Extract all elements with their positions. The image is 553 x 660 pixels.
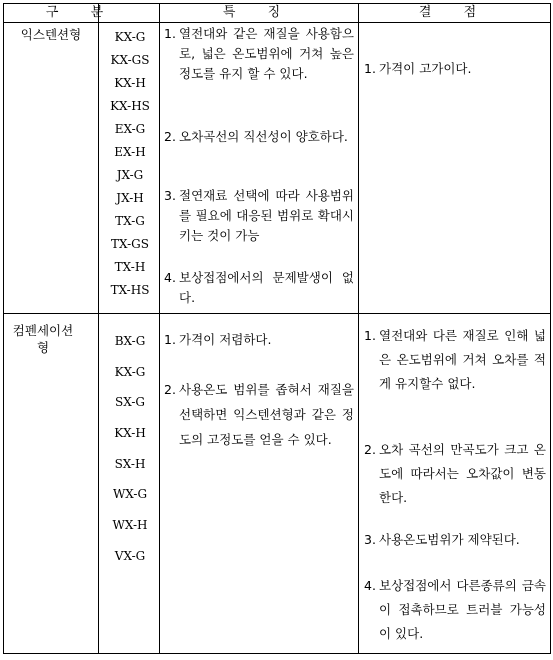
feature-item (164, 268, 354, 308)
code-item: BX-G (114, 334, 146, 348)
feature-number: 1. (164, 332, 176, 347)
drawback-number: 1. (364, 328, 376, 343)
code-item: TX-G (115, 214, 145, 228)
drawback-text: 가격이 고가이다. (379, 61, 472, 76)
code-list-extension (104, 30, 156, 310)
col-divider-3 (358, 4, 359, 653)
code-item: SX-G (115, 395, 145, 409)
header-divider (4, 22, 550, 23)
feature-number: 1. (164, 26, 176, 41)
category-extension: 익스텐션형 (20, 27, 82, 42)
code-item: KX-GS (110, 53, 150, 67)
drawback-number: 1. (364, 61, 376, 76)
drawback-item (364, 59, 546, 79)
feature-number: 2. (164, 382, 176, 397)
code-item: KX-H (114, 76, 146, 90)
drawback-item (364, 574, 546, 646)
code-item: JX-H (116, 191, 144, 205)
spec-table (3, 3, 551, 654)
code-item: WX-G (112, 487, 148, 501)
feature-item (164, 186, 354, 246)
feature-text: 절연재료 선택에 따라 사용범위를 필요에 대응된 범위로 확대시키는 것이 가능 (179, 188, 354, 243)
drawback-item (364, 438, 546, 510)
feature-number: 3. (164, 188, 176, 203)
drawback-text: 사용온도범위가 제약된다. (379, 532, 520, 547)
feature-number: 2. (164, 129, 176, 144)
code-item: TX-H (114, 260, 146, 274)
category-compensation: 컴펜세이션형 (12, 323, 74, 355)
feature-number: 4. (164, 270, 176, 285)
code-item: WX-H (112, 518, 148, 532)
feature-text: 가격이 저렴하다. (179, 332, 272, 347)
code-item: KX-H (114, 426, 146, 440)
drawback-text: 오차 곡선의 만곡도가 크고 온도에 따라서는 오차값이 변동한다. (379, 442, 546, 505)
feature-text: 보상접점에서의 문제발생이 없다. (179, 270, 354, 305)
code-item: SX-H (114, 457, 146, 471)
drawback-item (364, 528, 546, 552)
code-item: KX-G (114, 365, 146, 379)
code-item: EX-G (114, 122, 146, 136)
col-divider-2 (159, 4, 160, 653)
feature-item (164, 24, 354, 84)
code-item: JX-G (116, 168, 144, 182)
header-drawbacks: 결 점 (418, 5, 491, 20)
header-features: 특 징 (222, 5, 295, 20)
drawback-text: 열전대와 다른 재질로 인해 넓은 온도범위에 거쳐 오차를 적게 유지할수 없다. (379, 328, 546, 391)
header-category: 구 분 (45, 5, 118, 20)
drawback-text: 보상접점에서 다른종류의 금속이 접촉하므로 트러블 가능성이 있다. (379, 578, 546, 641)
feature-item (164, 327, 354, 352)
feature-item (164, 127, 354, 147)
code-item: TX-GS (111, 237, 149, 251)
code-item: TX-HS (110, 283, 150, 297)
feature-text: 오차곡선의 직선성이 양호하다. (179, 129, 348, 144)
drawback-item (364, 324, 546, 396)
drawback-number: 2. (364, 442, 376, 457)
drawback-number: 4. (364, 578, 376, 593)
code-item: VX-G (114, 549, 146, 563)
feature-text: 열전대와 같은 재질을 사용함으로, 넓은 온도범위에 거쳐 높은 정도를 유지 할 수 있다. (179, 26, 354, 81)
feature-item (164, 377, 354, 452)
code-item: KX-HS (110, 99, 150, 113)
drawback-number: 3. (364, 532, 376, 547)
feature-text: 사용온도 범위를 좁혀서 재질을 선택하면 익스텐션형과 같은 정도의 고정도를 얻을 수 있다. (179, 382, 354, 447)
code-item: KX-G (114, 30, 146, 44)
col-divider-1 (98, 4, 99, 653)
row-divider (4, 313, 550, 314)
code-item: EX-H (114, 145, 146, 159)
code-list-compensation (104, 334, 156, 574)
